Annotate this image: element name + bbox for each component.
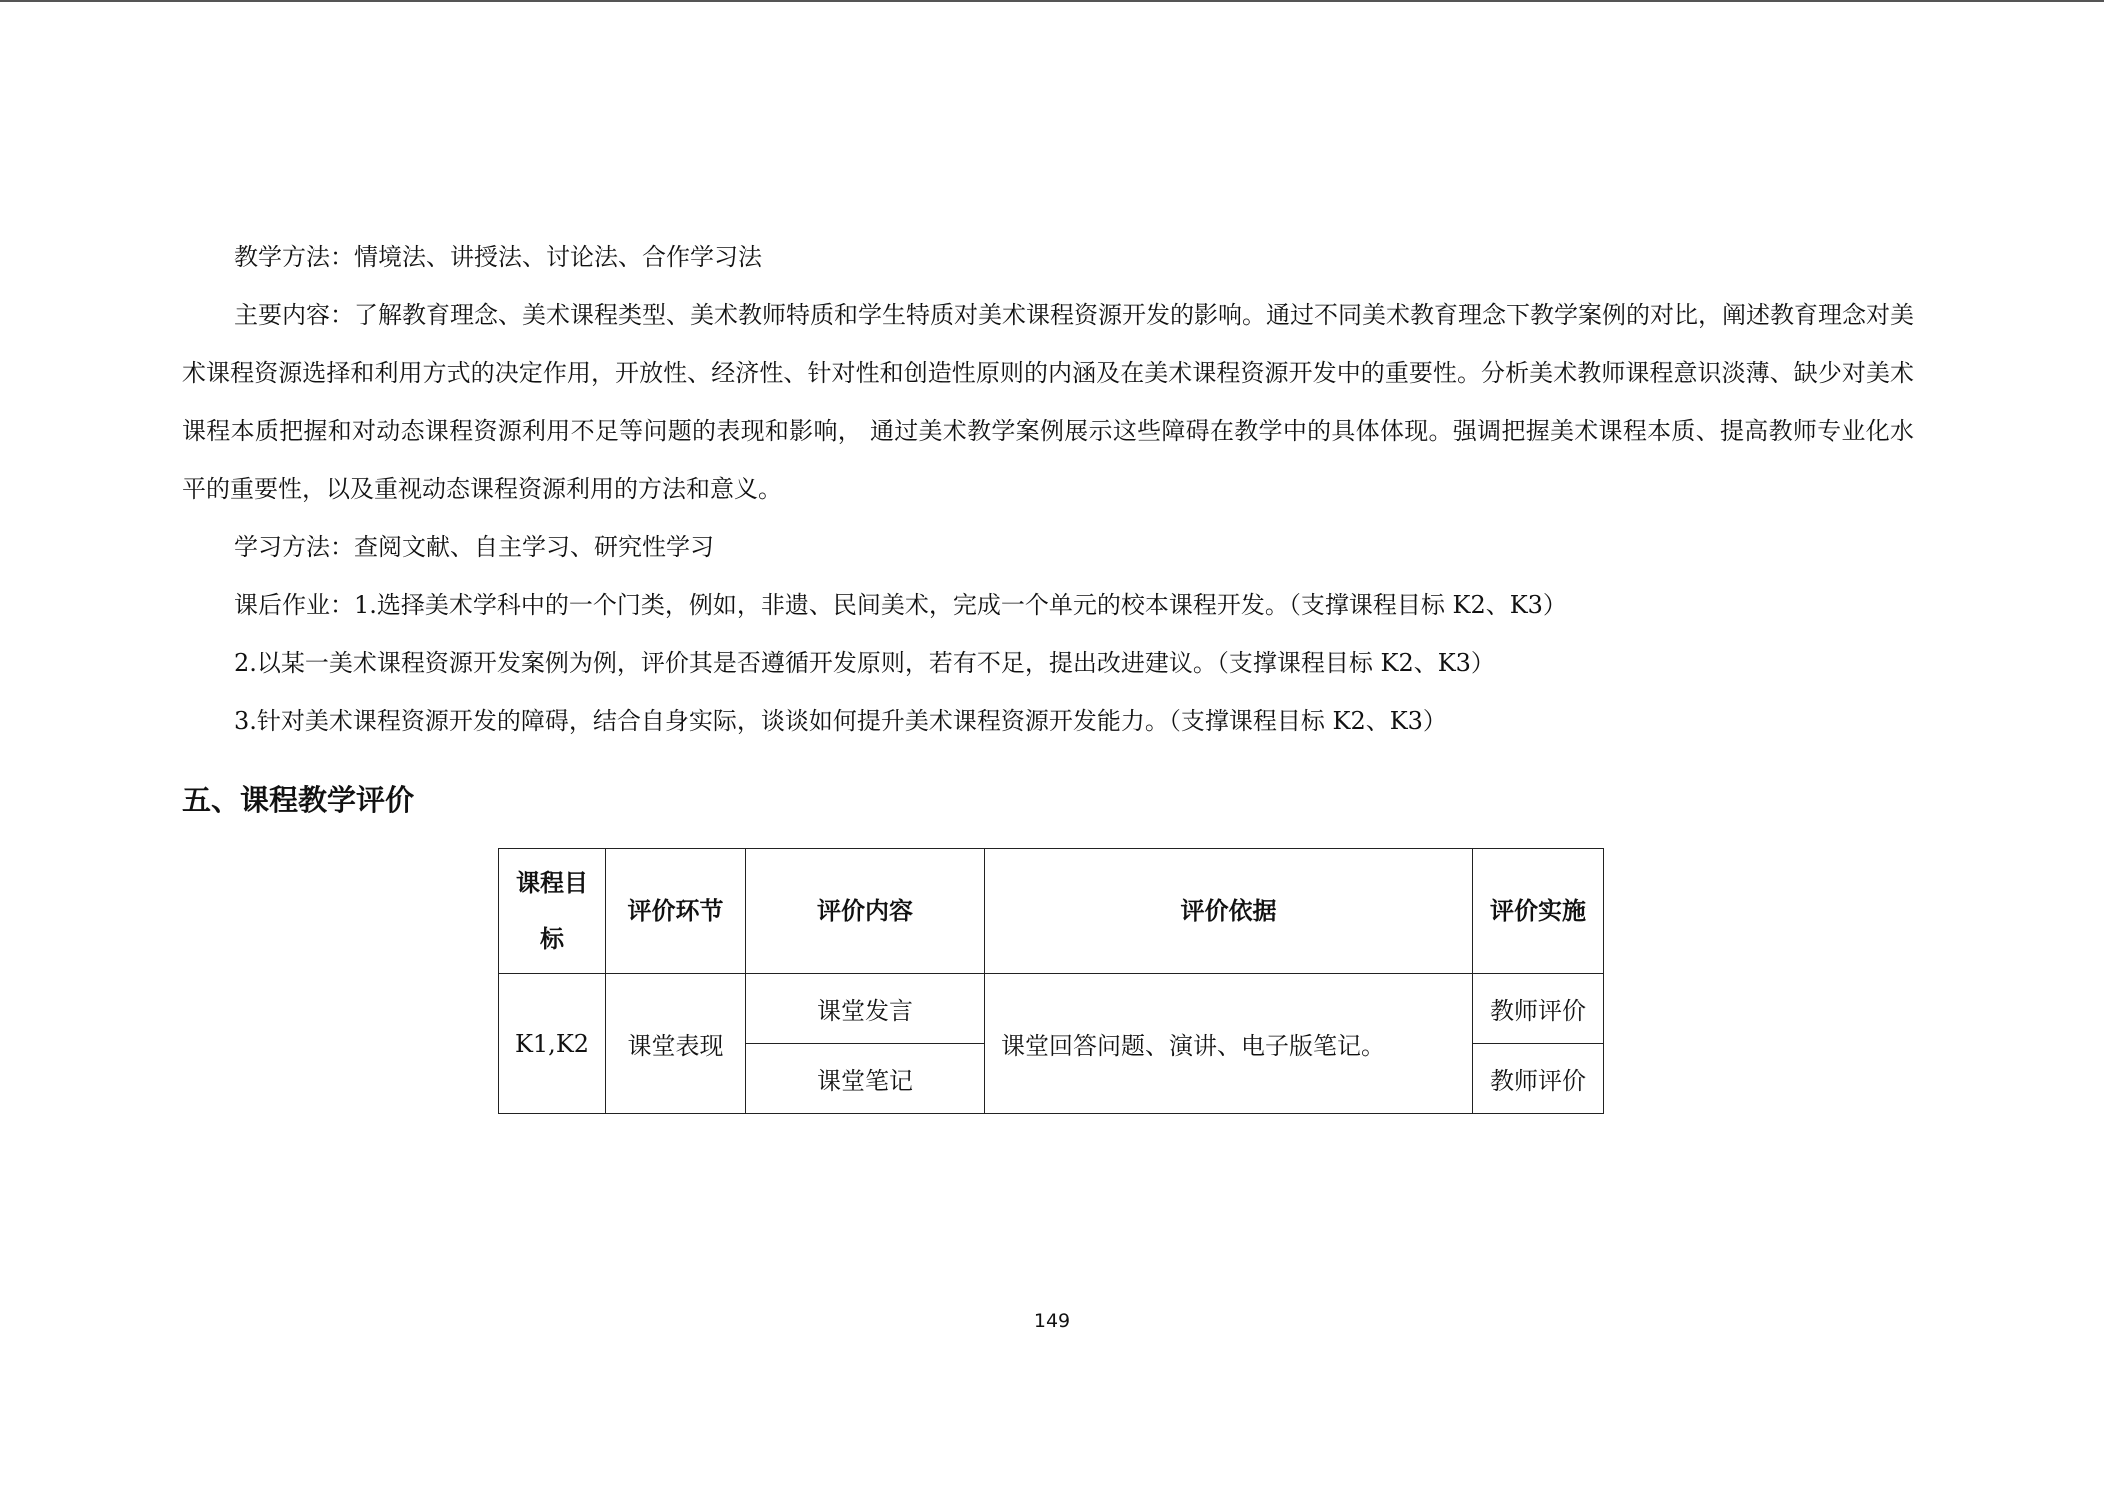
evaluation-table <box>498 848 1604 1114</box>
learning-method-paragraph: 学习方法：查阅文献、自主学习、研究性学习 <box>234 533 714 561</box>
cell-content-1: 课堂发言 <box>746 974 985 1044</box>
homework-item-3: 3.针对美术课程资源开发的障碍，结合自身实际，谈谈如何提升美术课程资源开发能力。（支撑课程目标 K2、K3） <box>234 707 1447 735</box>
page-number: 149 <box>1033 1310 1071 1332</box>
cell-stage: 课堂表现 <box>606 974 746 1114</box>
cell-goal: K1,K2 <box>499 974 606 1114</box>
cell-content-2: 课堂笔记 <box>746 1044 985 1114</box>
homework-item-2: 2.以某一美术课程资源开发案例为例，评价其是否遵循开发原则，若有不足，提出改进建议。（支撑课程目标 K2、K3） <box>234 649 1495 677</box>
header-goal: 课程目标 <box>499 849 606 974</box>
header-stage: 评价环节 <box>606 849 746 974</box>
table-row <box>499 974 1604 1044</box>
cell-basis: 课堂回答问题、演讲、电子版笔记。 <box>985 974 1473 1114</box>
teaching-method-paragraph: 教学方法：情境法、讲授法、讨论法、合作学习法 <box>234 243 762 271</box>
header-basis: 评价依据 <box>985 849 1473 974</box>
cell-implementation-2: 教师评价 <box>1473 1044 1604 1114</box>
main-content-paragraph: 主要内容：了解教育理念、美术课程类型、美术教师特质和学生特质对美术课程资源开发的影响。通过不同美术教育理念下教学案例的对比，阐述教育理念对美术课程资源选择和利用方式的决定作用，开放性、经济性、针对性和创造性原则的内涵及在美术课程资源开发中的重要性。分析美术教师课程意识淡薄、缺少对美术课程本质把握和对动态课程资源利用不足等问题的表现和影响， 通过美术教学案例展示这些障碍在教学中的具体体现。强调把握美术课程本质、提高教师专业化水平的重要性，以及重视动态课程资源利用的方法和意义。 <box>182 301 1914 503</box>
homework-item-1: 课后作业：1.选择美术学科中的一个门类，例如，非遗、民间美术，完成一个单元的校本课程开发。（支撑课程目标 K2、K3） <box>234 591 1567 619</box>
section-heading: 五、课程教学评价 <box>182 783 415 817</box>
header-content: 评价内容 <box>746 849 985 974</box>
header-implementation: 评价实施 <box>1473 849 1604 974</box>
table-header-row <box>499 849 1604 974</box>
page-top-border <box>0 0 2104 2</box>
cell-implementation-1: 教师评价 <box>1473 974 1604 1044</box>
document-body <box>182 228 1914 750</box>
